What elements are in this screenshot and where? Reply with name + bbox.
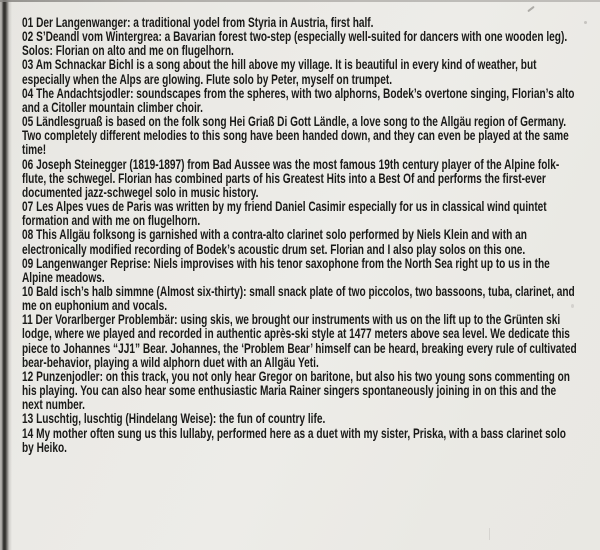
track-07 — [22, 199, 578, 227]
track-number: 13 — [22, 410, 34, 427]
track-text: Am Schnackar Bichl is a song about the hill above my village. It is beautiful in every kind of weather, but especially when the Alps are glowing. Flute solo by Peter, myself on trumpet. — [22, 56, 537, 87]
track-08 — [22, 227, 578, 255]
track-02 — [22, 29, 578, 57]
scan-artifact-speck — [584, 21, 587, 24]
track-text: My mother often sung us this lullaby, performed here as a duet with my sister, Priska, with a bass clarinet solo by Heiko. — [22, 424, 566, 455]
track-12 — [22, 369, 578, 411]
track-number: 05 — [22, 113, 34, 130]
track-06 — [22, 157, 578, 199]
scan-edge-top — [0, 0, 600, 2]
track-text: Luschtig, luschtig (Hindelang Weise): the fun of country life. — [36, 410, 326, 427]
track-01 — [22, 15, 578, 29]
scan-artifact-scratch — [489, 528, 490, 540]
track-number: 04 — [22, 84, 34, 101]
track-11 — [22, 312, 578, 369]
liner-notes-container — [22, 15, 584, 454]
track-13 — [22, 411, 578, 425]
track-number: 11 — [22, 311, 33, 328]
track-text: Joseph Steinegger (1819-1897) from Bad Aussee was the most famous 19th century player of the Alpine folk-flute, the schwegel. Florian has combined parts of his Greatest Hits into a Best Of and performs the first-ever documented jazz-schwegel solo in music history. — [22, 155, 560, 200]
track-number: 14 — [22, 424, 34, 441]
track-09 — [22, 256, 578, 284]
track-number: 12 — [22, 367, 34, 384]
track-text: Der Vorarlberger Problembär: using skis, we brought our instruments with us on the lift up to the Grünten ski lodge, where we played and recorded in authentic après-ski style at 1477 meters above sea level. We dedicate this piece to Johannes “JJ1” Bear. Johannes, the ‘Problem Bear’ himself can be heard, breaking every rule of cultivated bear-behavior, playing a wild alphorn duet with an Allgäu Yeti. — [22, 311, 577, 370]
track-number: 10 — [22, 282, 34, 299]
track-text: Les Alpes vues de Paris was written by my friend Daniel Casimir especially for us in classical wind quintet formation and with me on flugelhorn. — [22, 198, 547, 229]
track-number: 03 — [22, 56, 34, 73]
track-text: The Andachtsjodler: soundscapes from the spheres, with two alphorns, Bodek’s overtone singing, Florian’s alto and a Citoller mountain climber choir. — [22, 84, 575, 115]
track-04 — [22, 86, 578, 114]
track-number: 01 — [22, 14, 34, 30]
scan-artifact-speck — [571, 304, 574, 308]
track-text: Langenwanger Reprise: Niels improvises with his tenor saxophone from the North Sea right up to us in the Alpine meadows. — [22, 254, 550, 285]
track-text: Ländlesgruaß is based on the folk song Hei Griaß Di Gott Ländle, a love song to the Allgäu region of Germany. Two completely different melodies to this song have been handed down, and they can even be played at the same time! — [22, 113, 569, 158]
track-number: 06 — [22, 155, 34, 172]
track-10 — [22, 284, 578, 312]
track-text: S’Deandl vom Wintergrea: a Bavarian forest two-step (especially well-suited for dancers with one wooden leg). Solos: Florian on alto and me on flugelhorn. — [22, 28, 568, 59]
track-number: 07 — [22, 198, 34, 215]
track-number: 09 — [22, 254, 34, 271]
track-number: 08 — [22, 226, 34, 243]
liner-notes — [22, 15, 578, 454]
track-text: Der Langenwanger: a traditional yodel from Styria in Austria, first half. — [36, 14, 374, 30]
track-03 — [22, 57, 578, 85]
track-text: This Allgäu folksong is garnished with a contra-alto clarinet solo performed by Niels Klein and with an electronically modified recording of Bodek’s acoustic drum set. Florian and I also play solos on this one. — [22, 226, 527, 257]
track-number: 02 — [22, 28, 34, 45]
track-text: Bald isch’s halb simmne (Almost six-thirty): small snack plate of two piccolos, two bassoons, tuba, clarinet, and me on euphonium and vocals. — [22, 282, 575, 314]
scan-artifact-mark — [527, 6, 535, 13]
track-05 — [22, 114, 578, 156]
scan-edge-left — [0, 0, 12, 550]
track-text: Punzenjodler: on this track, you not only hear Gregor on baritone, but also his two young sons commenting on his playing. You can also hear some enthusiastic Maria Rainer singers spontaneously joining in on this and the next number. — [22, 367, 570, 413]
track-14 — [22, 426, 578, 454]
